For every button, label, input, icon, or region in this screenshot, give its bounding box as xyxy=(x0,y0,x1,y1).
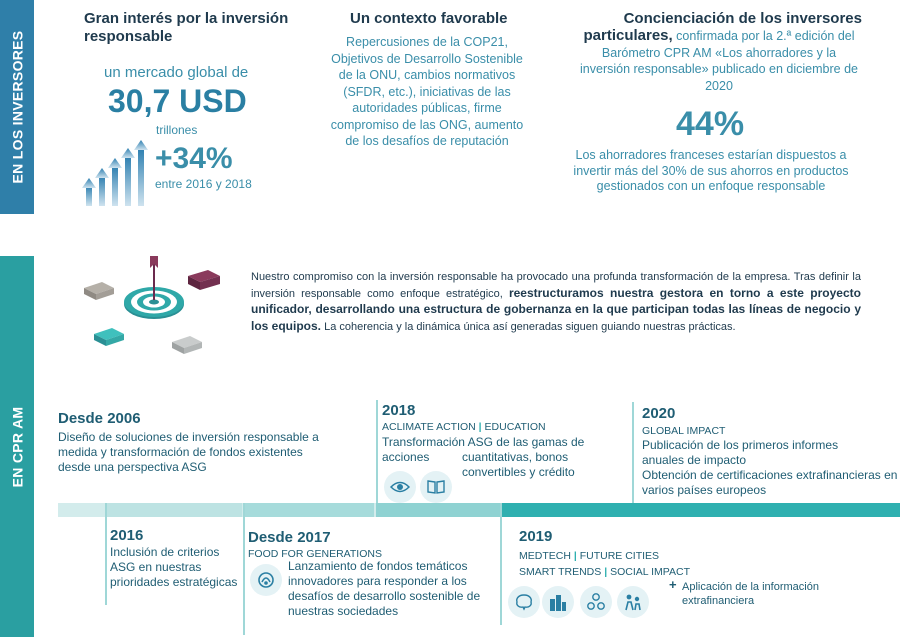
text-2020-2: Obtención de certificaciones extrafinancieras en varios países europeos xyxy=(642,468,898,497)
year-2016: 2016 xyxy=(110,527,144,544)
year-2019: 2019 xyxy=(519,528,553,545)
text-2018-b: acciones xyxy=(382,450,430,464)
text-2018-a: Transformación ASG de las gamas de xyxy=(382,435,585,449)
year-2006: Desde 2006 xyxy=(58,410,141,427)
text-2006: Diseño de soluciones de inversión responsable a medida y transformación de fondos existentes desde una perspectiva ASG xyxy=(58,430,319,474)
tag-2019-social-impact: SOCIAL IMPACT xyxy=(610,566,690,578)
tag-2019-smart-trends: SMART TRENDS xyxy=(519,566,602,578)
text-2016: Inclusión de criterios ASG en nuestras prioridades estratégicas xyxy=(110,545,238,589)
col3-title-rest: confirmada por la 2.ª edición del Barómetro CPR AM «Los ahorradores y la inversión responsable» publicado en diciembre de 2020 xyxy=(580,29,858,93)
connector-2018 xyxy=(376,400,378,503)
growth-value: +34% xyxy=(155,142,233,175)
tag-2018-education: EDUCATION xyxy=(484,421,546,433)
col2-body: Repercusiones de la COP21, Objetivos de Desarrollo Sostenible de la ONU, cambios normativos (SFDR, etc.), iniciativas de las autoridades públicas, firme compromiso de las ONG, aumento de los desafíos de reputación xyxy=(330,35,524,148)
timeline-band-right xyxy=(500,503,900,517)
food-generations-icon xyxy=(250,564,282,596)
climate-eye-icon xyxy=(384,471,416,503)
future-cities-icon xyxy=(542,586,574,618)
market-value: 30,7 USD xyxy=(108,83,247,119)
connector-2019 xyxy=(500,503,502,625)
sidebar-label-cpr-am: EN CPR AM xyxy=(9,406,25,487)
timeline-band-seg-3 xyxy=(376,503,502,517)
tag-separator: | xyxy=(570,550,580,562)
intro-text-3: La coherencia y la dinámica única así generadas siguen guiando nuestras prácticas. xyxy=(321,320,736,333)
col1-title: Gran interés por la inversión responsable xyxy=(84,10,289,45)
col3-title: Concienciación de los inversores xyxy=(623,10,862,27)
text-2020-1: Publicación de los primeros informes anuales de impacto xyxy=(642,438,839,467)
col3-subtitle xyxy=(578,28,860,94)
tags-2019-row2 xyxy=(519,565,690,579)
tag-2019-medtech: MEDTECH xyxy=(519,550,571,562)
year-2017: Desde 2017 xyxy=(248,529,331,546)
social-impact-icon xyxy=(617,586,649,618)
tag-separator: | xyxy=(475,421,485,433)
medtech-brain-icon xyxy=(508,586,540,618)
timeline-band-seg-2 xyxy=(244,503,374,517)
plus-icon: + xyxy=(669,577,677,592)
timeline-band-seg-1 xyxy=(106,503,242,517)
sidebar-tab-cpr-am xyxy=(0,256,34,637)
education-book-icon xyxy=(420,471,452,503)
col3-body: Los ahorradores franceses estarían dispuestos a invertir más del 30% de sus ahorros en productos gestionados con un enfoque responsable xyxy=(573,148,849,193)
text-2018-c: cuantitativas, bonos convertibles y crédito xyxy=(462,450,575,479)
tag-2017: FOOD FOR GENERATIONS xyxy=(248,548,382,560)
tag-2019-future-cities: FUTURE CITIES xyxy=(579,550,660,562)
sidebar-label-investors: EN LOS INVERSORES xyxy=(9,30,26,184)
tags-2018 xyxy=(382,420,546,434)
sidebar-tab-investors xyxy=(0,0,34,214)
year-2020: 2020 xyxy=(642,405,676,422)
connector-2020 xyxy=(632,402,634,503)
text-2017: Lanzamiento de fondos temáticos innovadores para responder a los desafíos de desarrollo sostenible de nuestras sociedades xyxy=(288,559,481,618)
connector-2017 xyxy=(243,503,245,635)
col3-header xyxy=(580,10,862,28)
market-label: un mercado global de xyxy=(104,64,249,81)
tag-2018-climate: ACLIMATE ACTION xyxy=(382,421,476,433)
percent-value: 44% xyxy=(676,105,745,143)
col2-title: Un contexto favorable xyxy=(350,10,508,27)
tag-2020: GLOBAL IMPACT xyxy=(642,425,726,437)
growth-arrows-icon xyxy=(82,140,152,206)
connector-2016 xyxy=(105,503,107,605)
year-2018: 2018 xyxy=(382,402,416,419)
target-puzzle-icon xyxy=(80,254,230,364)
text-2019-note: Aplicación de la información extrafinanciera xyxy=(682,581,819,607)
tags-2019-row1 xyxy=(519,549,659,563)
intro-text-1: Nuestro compromiso con la inversión responsable ha provocado una profunda transformación de la empresa. Tras definir la inversión responsable como enfoque estratégico, xyxy=(251,271,861,300)
smart-trends-icon xyxy=(580,586,612,618)
market-unit: trillones xyxy=(156,123,198,137)
tag-separator: | xyxy=(601,566,611,578)
intro-paragraph xyxy=(251,270,861,335)
col3-title-bold: particulares, xyxy=(583,27,673,44)
growth-period: entre 2016 y 2018 xyxy=(155,177,252,191)
intro-text-bold: reestructuramos nuestra gestora en torno a este proyecto unificador, desarrollando una estructura de gobernanza en la que participan todas las líneas de negocio y los equipos. xyxy=(251,285,861,333)
